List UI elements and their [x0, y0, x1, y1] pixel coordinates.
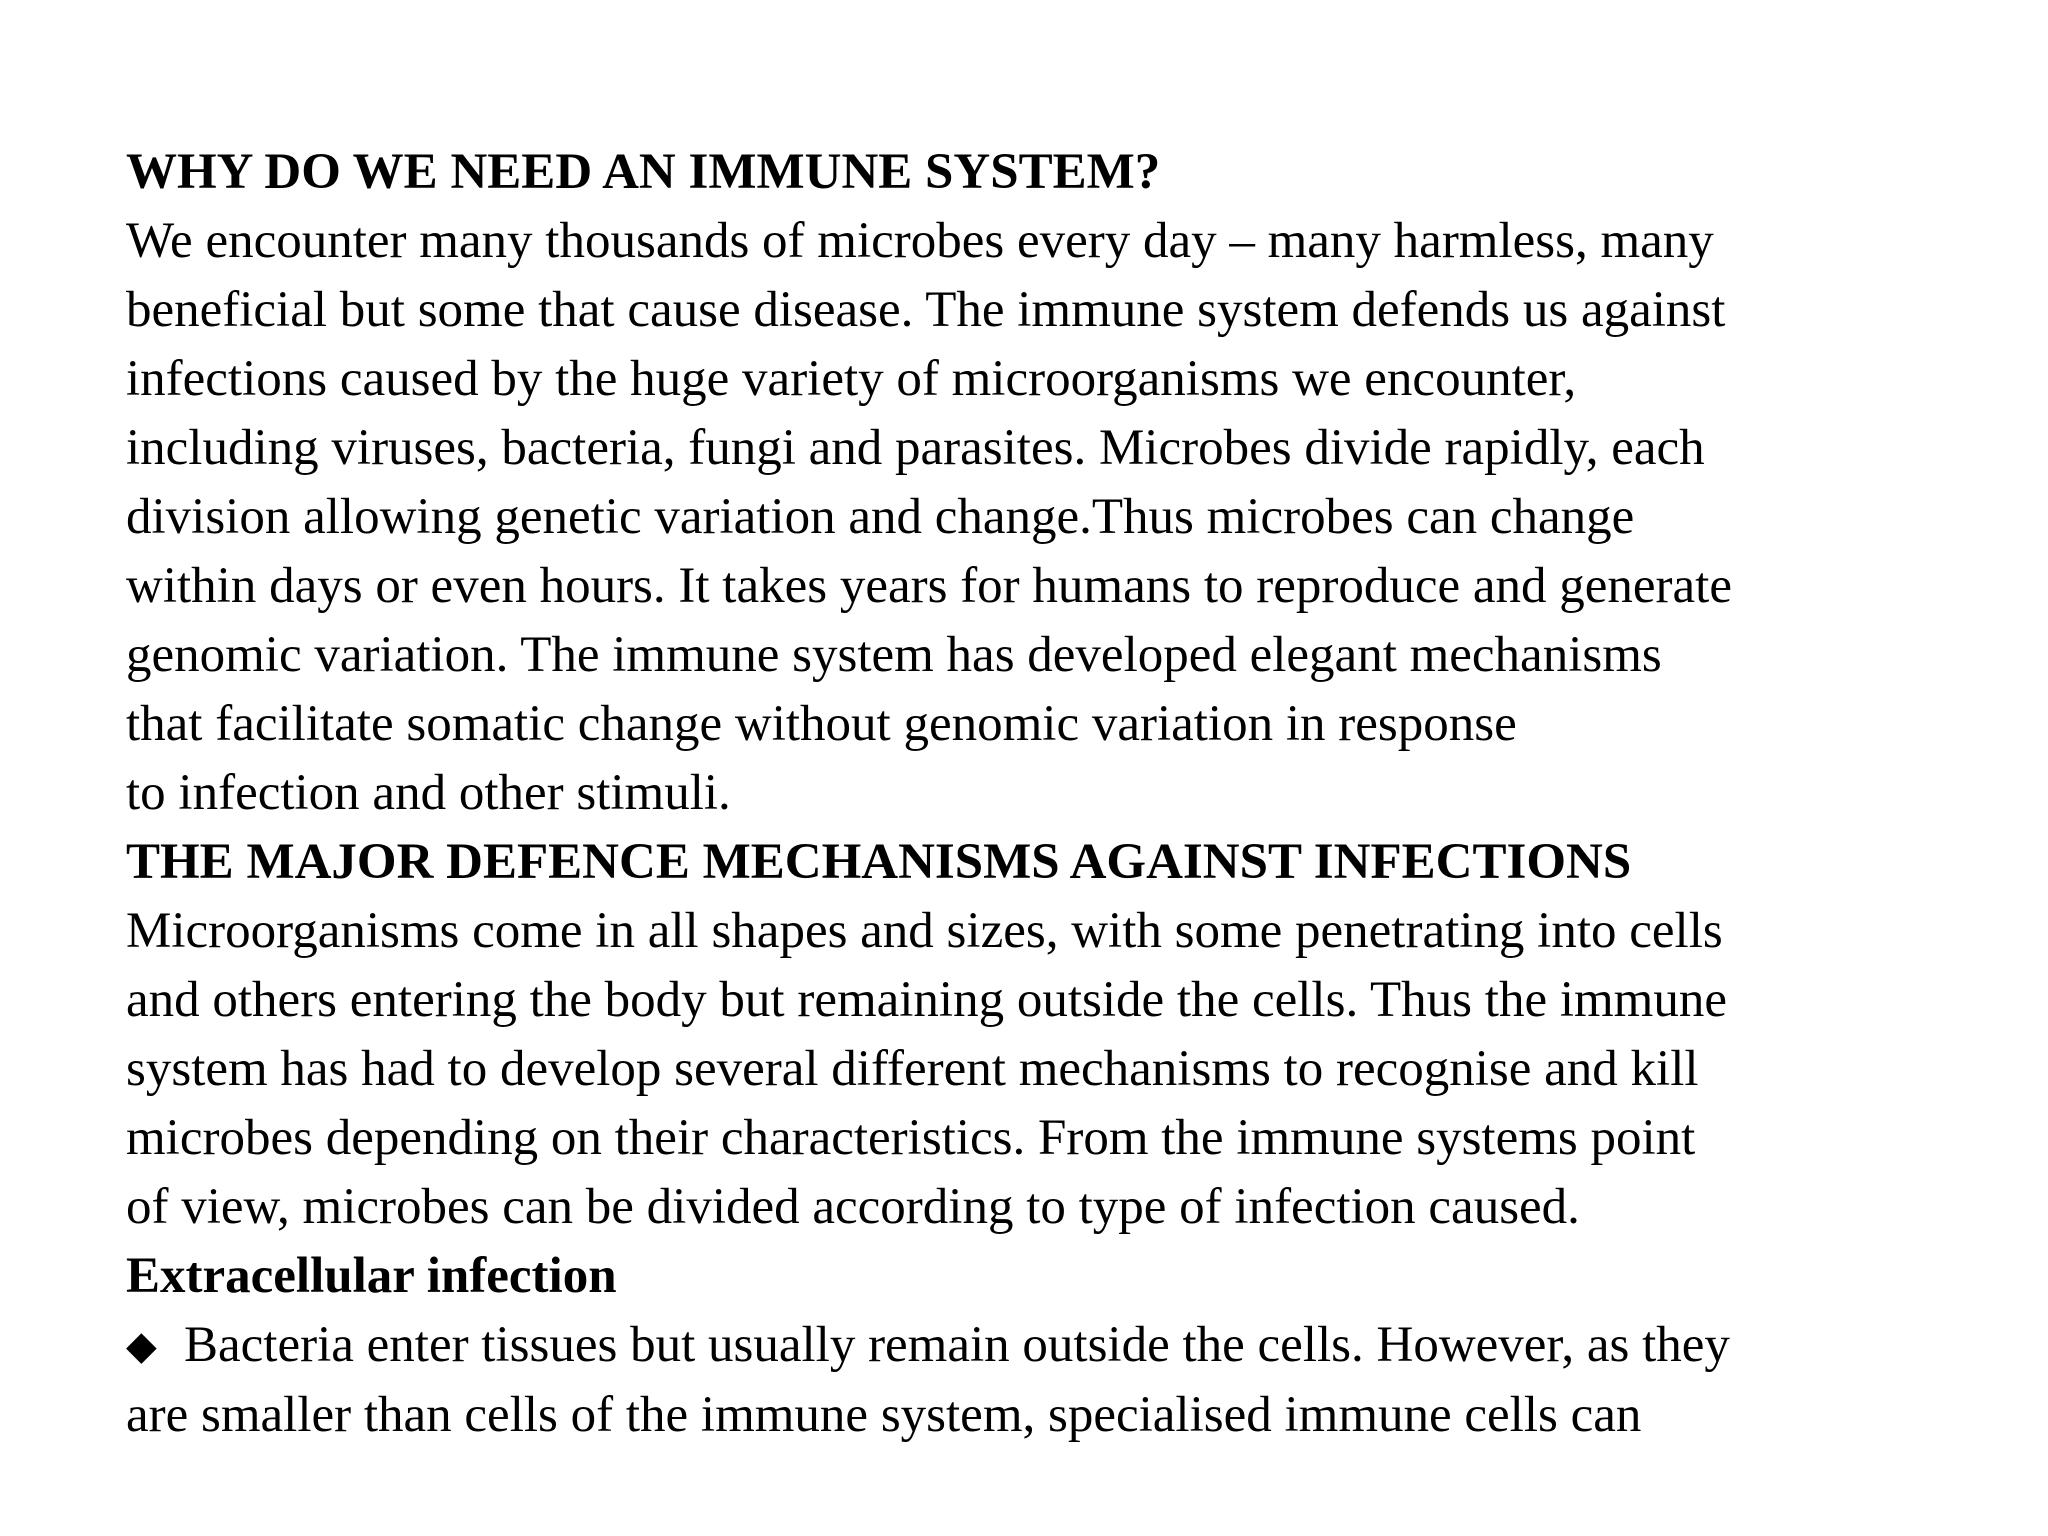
bullet-item: [126, 1311, 2026, 1450]
section-body-defence-mechanisms: [126, 897, 2026, 1242]
paragraph-line: system has had to develop several different mechanisms to recognise and kill: [126, 1041, 1699, 1097]
paragraph-line: We encounter many thousands of microbes every day – many harmless, many: [126, 213, 1714, 269]
section-heading-extracellular-infection: Extracellular infection: [126, 1248, 617, 1304]
paragraph-line: beneficial but some that cause disease. The immune system defends us against: [126, 282, 1726, 338]
bullet-line: are smaller than cells of the immune system, specialised immune cells can: [126, 1387, 1642, 1443]
section-body-immune-system: [126, 207, 2026, 828]
paragraph-line: within days or even hours. It takes years for humans to reproduce and generate: [126, 558, 1732, 614]
diamond-bullet-icon: ◆: [126, 1323, 157, 1369]
paragraph-line: including viruses, bacteria, fungi and parasites. Microbes divide rapidly, each: [126, 420, 1705, 476]
section-heading-immune-system: WHY DO WE NEED AN IMMUNE SYSTEM?: [126, 144, 1161, 200]
section-heading-defence-mechanisms: THE MAJOR DEFENCE MECHANISMS AGAINST INFECTIONS: [126, 834, 1632, 890]
paragraph-line: that facilitate somatic change without genomic variation in response: [126, 696, 1517, 752]
paragraph-line: genomic variation. The immune system has developed elegant mechanisms: [126, 627, 1662, 683]
paragraph-line: microbes depending on their characteristics. From the immune systems point: [126, 1110, 1696, 1166]
paragraph-line: and others entering the body but remaining outside the cells. Thus the immune: [126, 972, 1727, 1028]
paragraph-line: Microorganisms come in all shapes and sizes, with some penetrating into cells: [126, 903, 1723, 959]
bullet-line: [126, 1311, 2026, 1381]
paragraph-line: to infection and other stimuli.: [126, 765, 731, 821]
bullet-text: Bacteria enter tissues but usually remain outside the cells. However, as they: [184, 1317, 1730, 1373]
paragraph-line: division allowing genetic variation and change.Thus microbes can change: [126, 489, 1635, 545]
paragraph-line: infections caused by the huge variety of microorganisms we encounter,: [126, 351, 1577, 407]
paragraph-line: of view, microbes can be divided according to type of infection caused.: [126, 1179, 1580, 1235]
document-page: [126, 138, 2026, 1450]
